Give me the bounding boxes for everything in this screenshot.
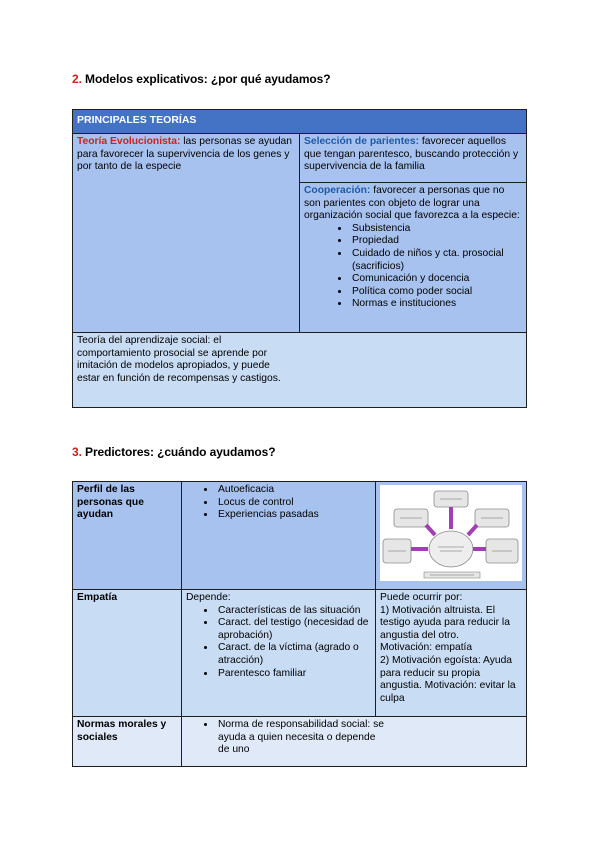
section-3-title: Predictores: ¿cuándo ayudamos? xyxy=(85,445,276,459)
perfil-items-cell xyxy=(182,482,376,590)
list-item: • Caract. del testigo (necesidad de aprobación) xyxy=(216,617,371,642)
evolucionista-term: Teoría Evolucionista: xyxy=(77,136,181,147)
section-3-heading xyxy=(72,445,275,459)
empatia-label: Empatía xyxy=(73,590,182,717)
section-2-number: 2. xyxy=(72,72,82,86)
cooperacion-term: Cooperación: xyxy=(304,185,371,196)
section-2-title: Modelos explicativos: ¿por qué ayudamos? xyxy=(85,72,331,86)
empatia-intro: Depende: xyxy=(186,592,231,603)
empatia-right-line: Motivación: empatía xyxy=(380,642,473,654)
theories-header: PRINCIPALES TEORÍAS xyxy=(73,110,527,134)
perfil-diagram-cell xyxy=(376,482,527,590)
perfil-label: Perfil de las personas que ayudan xyxy=(73,482,182,590)
aprendizaje-text: Teoría del aprendizaje social: el comportamiento prosocial se aprende por imitación de modelos apropiados, y puede estar en función de recompensas y castigos. xyxy=(77,335,281,384)
perfil-list xyxy=(186,484,371,522)
list-item: • Cuidado de niños y cta. prosocial (sacrificios) xyxy=(350,248,522,273)
section-2-heading xyxy=(72,72,330,86)
list-item: • Experiencias pasadas xyxy=(216,509,371,522)
empatia-right-line: 2) Motivación egoísta: Ayuda para reducir su propia angustia. Motivación: evitar la culpa xyxy=(380,654,516,704)
empatia-list xyxy=(186,605,371,681)
normas-label: Normas morales y sociales xyxy=(73,717,182,767)
aprendizaje-cell xyxy=(73,333,527,408)
seleccion-cell xyxy=(300,134,527,183)
seleccion-term: Selección de parientes: xyxy=(304,136,420,147)
empatia-right-line: Puede ocurrir por: xyxy=(380,592,463,603)
helping-factors-diagram xyxy=(380,485,522,581)
cooperacion-list xyxy=(304,223,522,311)
list-item: • Autoeficacia xyxy=(216,484,371,497)
evolucionista-text: las personas se ayudan para favorecer la supervivencia de los genes y por tanto de la especie xyxy=(77,136,292,173)
empatia-motivation-cell xyxy=(376,590,527,717)
list-item: • Caract. de la víctima (agrado o atracción) xyxy=(216,642,371,667)
list-item: • Norma de responsabilidad social: se ayuda a quien necesita o depende de uno xyxy=(216,719,386,757)
normas-list xyxy=(186,719,386,757)
predictors-table xyxy=(72,481,527,767)
section-3-number: 3. xyxy=(72,445,82,459)
cooperacion-text: favorecer a personas que no son parientes con objeto de lograr una organización social que favorezca a la especie: xyxy=(304,185,520,222)
empatia-items-cell xyxy=(182,590,376,717)
list-item: • Parentesco familiar xyxy=(216,668,371,681)
theories-table xyxy=(72,109,527,408)
list-item: • Locus de control xyxy=(216,497,371,510)
normas-items-cell xyxy=(182,717,527,767)
cooperacion-cell xyxy=(300,183,527,333)
list-item: • Propiedad xyxy=(350,235,522,248)
evolucionista-cell xyxy=(73,134,300,333)
list-item: • Subsistencia xyxy=(350,223,522,236)
list-item: • Normas e instituciones xyxy=(350,298,522,311)
list-item: • Comunicación y docencia xyxy=(350,273,522,286)
list-item: • Características de las situación xyxy=(216,605,371,618)
seleccion-text: favorecer aquellos que tengan parentesco, buscando protección y supervivencia de la familia xyxy=(304,136,519,173)
list-item: • Política como poder social xyxy=(350,286,522,299)
empatia-right-line: 1) Motivación altruista. El testigo ayuda para reducir la angustia del otro. xyxy=(380,604,510,641)
